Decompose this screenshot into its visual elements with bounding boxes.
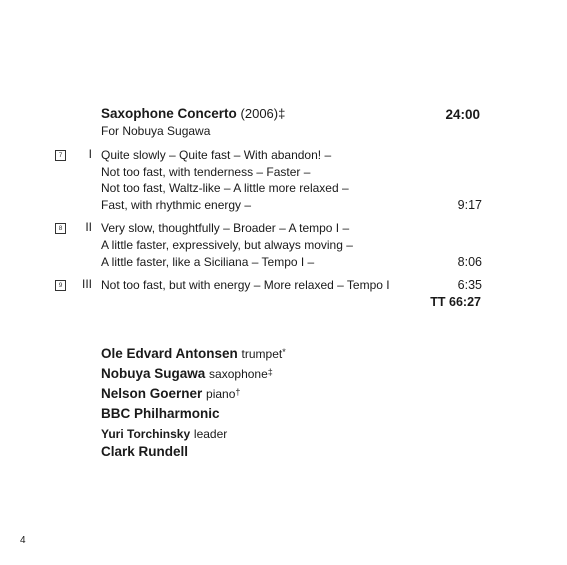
movement-tempo-line: A little faster, expressively, but always moving – (101, 238, 353, 252)
performer (101, 384, 240, 404)
performer (101, 442, 188, 462)
movement-tempo-line: Not too fast, with tenderness – Faster – (101, 165, 311, 179)
performer-name: BBC Philharmonic (101, 406, 220, 421)
work-title-text: Saxophone Concerto (101, 106, 237, 121)
performer-mark: * (282, 347, 286, 357)
performer-role: trumpet (241, 347, 283, 361)
performer-name: Nobuya Sugawa (101, 366, 206, 381)
performer-mark: ‡ (267, 367, 273, 377)
performer (101, 364, 273, 384)
performer (101, 404, 220, 424)
movement-duration: 8:06 (457, 255, 482, 269)
performer-role: saxophone (209, 367, 268, 381)
track-number-box: 7 (55, 150, 66, 161)
movement-tempo-line: Fast, with rhythmic energy – (101, 198, 252, 212)
work-title (101, 106, 285, 121)
movement-tempo-line: A little faster, like a Siciliana – Tempo I – (101, 255, 315, 269)
movement-numeral: I (88, 147, 92, 161)
movement-duration: 6:35 (457, 278, 482, 292)
performer-role: piano (206, 387, 236, 401)
work-duration: 24:00 (445, 107, 480, 122)
performer-mark: † (235, 387, 241, 397)
performer-name: Nelson Goerner (101, 386, 203, 401)
movement-duration: 9:17 (457, 198, 482, 212)
track-number-box: 9 (55, 280, 66, 291)
movement-numeral: III (81, 277, 92, 291)
performer (101, 344, 286, 364)
page-number: 4 (20, 535, 26, 546)
movement-tempo-line: Not too fast, but with energy – More relaxed – Tempo I (101, 278, 390, 292)
performer-name: Clark Rundell (101, 444, 189, 459)
track-number-box: 8 (55, 223, 66, 234)
total-time: TT 66:27 (430, 295, 481, 309)
performer-role: leader (193, 427, 228, 441)
performer-name: Ole Edvard Antonsen (101, 346, 238, 361)
movement-tempo-line: Quite slowly – Quite fast – With abandon! – (101, 148, 332, 162)
work-year: (2006)‡ (240, 106, 286, 121)
movement-tempo-line: Very slow, thoughtfully – Broader – A tempo I – (101, 221, 350, 235)
movement-tempo-line: Not too fast, Waltz-like – A little more relaxed – (101, 181, 349, 195)
work-dedication: For Nobuya Sugawa (101, 124, 211, 138)
movement-numeral: II (85, 220, 92, 234)
performer (101, 424, 227, 444)
performer-name: Yuri Torchinsky (101, 427, 191, 441)
